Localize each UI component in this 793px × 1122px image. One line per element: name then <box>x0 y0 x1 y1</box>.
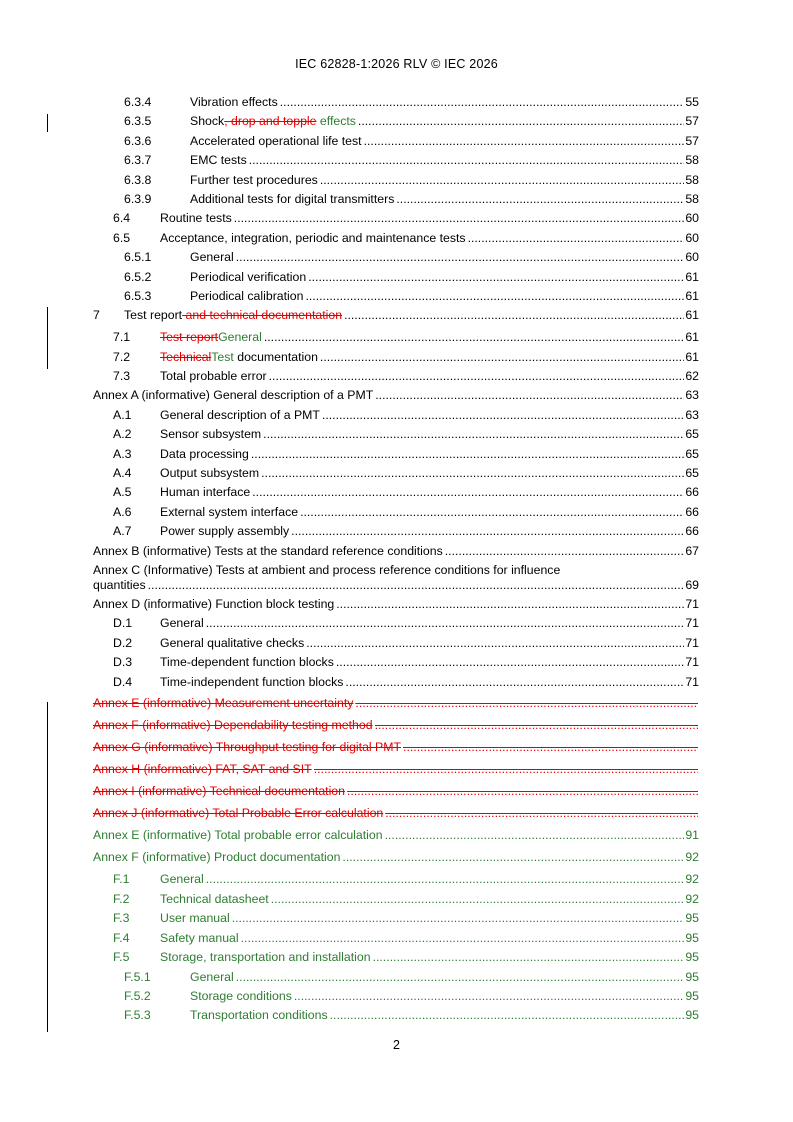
toc-entry[interactable] <box>93 653 699 672</box>
dot-leader <box>251 445 684 464</box>
toc-entry[interactable] <box>93 445 699 464</box>
toc-entry-number: 6.5.2 <box>124 269 152 284</box>
toc-page-number: 58 <box>685 172 699 187</box>
dot-leader <box>396 190 684 209</box>
toc-page-number: 66 <box>685 485 699 500</box>
toc-page-number: 71 <box>685 674 699 689</box>
toc-page-number: 57 <box>685 133 699 148</box>
toc-page-number: 66 <box>685 524 699 539</box>
toc-entry-title: Sensor subsystem <box>160 427 262 442</box>
toc-entry[interactable] <box>93 542 699 561</box>
dot-leader <box>241 929 685 948</box>
toc-entry-title: General <box>160 871 204 886</box>
toc-entry-title: User manual <box>160 911 230 926</box>
toc-page-number: 61 <box>685 288 699 303</box>
toc-page-number: 95 <box>685 930 699 945</box>
toc-page-number: 69 <box>685 577 699 592</box>
toc-entry[interactable] <box>93 112 699 131</box>
toc-entry[interactable] <box>93 909 699 928</box>
dot-leader <box>252 483 684 502</box>
toc-entry-title: Technical datasheet <box>160 891 269 906</box>
dot-leader <box>347 780 698 802</box>
toc-page-number: 63 <box>685 407 699 422</box>
toc-entry-title: Acceptance, integration, periodic and maintenance tests <box>160 230 466 245</box>
dot-leader <box>249 151 685 170</box>
toc-entry[interactable] <box>93 561 699 595</box>
dot-leader <box>280 93 685 112</box>
toc-page-number: 65 <box>685 446 699 461</box>
toc-entry-number: A.7 <box>113 524 132 539</box>
toc-page-number: 95 <box>685 969 699 984</box>
dot-leader <box>291 522 684 541</box>
dot-leader <box>445 542 685 561</box>
toc-entry-number: D.4 <box>113 674 133 689</box>
toc-entry-title: Additional tests for digital transmitters <box>190 191 395 206</box>
toc-entry-title: Annex E (informative) Measurement uncertainty <box>93 695 354 710</box>
toc-entry-title: Safety manual <box>160 930 239 945</box>
toc-entry-title: Annex B (informative) Tests at the standard reference conditions <box>93 543 443 558</box>
toc-entry-title: Annex H (informative) FAT, SAT and SIT <box>93 761 312 776</box>
toc-page-number: 71 <box>685 655 699 670</box>
toc-entry-title: Annex J (informative) Total Probable Error calculation <box>93 805 384 820</box>
toc-entry-number: 7.2 <box>113 349 131 364</box>
toc-entry-title: Annex I (informative) Technical documentation <box>93 783 345 798</box>
toc-entry-title: Test report <box>160 329 219 344</box>
toc-entry-title: Further test procedures <box>190 172 318 187</box>
dot-leader <box>271 890 685 909</box>
dot-leader <box>320 348 684 367</box>
toc-entry-number: 6.3.6 <box>124 133 152 148</box>
toc-page-number: 92 <box>685 891 699 906</box>
change-bar <box>47 307 48 369</box>
toc-entry[interactable] <box>93 522 699 541</box>
toc-entry[interactable] <box>93 948 699 967</box>
dot-leader <box>206 868 685 890</box>
toc-entry-title: General qualitative checks <box>160 635 305 650</box>
dot-leader <box>305 287 684 306</box>
toc-entry-number: 6.3.7 <box>124 153 152 168</box>
dot-leader <box>148 578 685 593</box>
dot-leader <box>306 634 684 653</box>
toc-page-number: 92 <box>685 871 699 886</box>
toc-page-number: 60 <box>685 230 699 245</box>
toc-page-number: 60 <box>685 250 699 265</box>
toc-entry[interactable] <box>93 1006 699 1025</box>
toc-entry-title: Annex G (informative) Throughput testing for digital PMT <box>93 739 402 754</box>
toc-entry-title: Total probable error <box>160 369 267 384</box>
toc-entry-number: 6.3.9 <box>124 191 152 206</box>
toc-entry-number: F.5.3 <box>124 1008 151 1023</box>
toc-entry-number: F.3 <box>113 911 130 926</box>
dot-leader <box>320 171 685 190</box>
toc-entry-title: Output subsystem <box>160 466 260 481</box>
toc-entry[interactable] <box>93 802 699 824</box>
toc-entry-title: Test <box>211 349 234 364</box>
toc-entry-number: F.2 <box>113 891 130 906</box>
toc-entry-title: Accelerated operational life test <box>190 133 362 148</box>
toc-page-number: 61 <box>685 308 699 323</box>
toc-entry-number: 6.5 <box>113 230 131 245</box>
toc-page-number: 71 <box>685 596 699 611</box>
dot-leader <box>234 209 685 228</box>
dot-leader <box>336 653 684 672</box>
toc-entry-number: A.4 <box>113 466 132 481</box>
toc-entry-title: EMC tests <box>190 153 247 168</box>
dot-leader <box>330 1006 685 1025</box>
toc-entry-title: Shock <box>190 114 225 129</box>
dot-leader <box>373 948 685 967</box>
dot-leader <box>403 736 698 758</box>
toc-entry-title: Time-dependent function blocks <box>160 655 334 670</box>
toc-page-number: 71 <box>685 635 699 650</box>
toc-page-number: 95 <box>685 911 699 926</box>
dot-leader <box>385 824 685 846</box>
toc-entry[interactable] <box>93 464 699 483</box>
toc-entry-number: D.3 <box>113 655 133 670</box>
toc-entry-number: 6.4 <box>113 211 131 226</box>
toc-entry-title: External system interface <box>160 504 299 519</box>
toc-entry-title: Human interface <box>160 485 251 500</box>
page-number: 2 <box>393 1038 400 1052</box>
dot-leader <box>314 758 698 780</box>
toc-entry-title: General <box>160 616 204 631</box>
toc-entry-title: effects <box>316 114 356 129</box>
toc-entry[interactable] <box>93 758 699 780</box>
toc-entry-title: Vibration effects <box>190 95 278 109</box>
dot-leader <box>364 132 685 151</box>
toc-page-number: 67 <box>685 543 699 558</box>
dot-leader <box>236 248 685 267</box>
dot-leader <box>261 464 684 483</box>
toc-entry-title: documentation <box>233 349 318 364</box>
toc-entry[interactable] <box>93 229 699 248</box>
toc-entry-title: Annex F (informative) Dependability testing method <box>93 717 373 732</box>
toc-entry-number: 7.1 <box>113 329 131 344</box>
toc-entry[interactable] <box>93 171 699 190</box>
toc-page-number: 60 <box>685 211 699 226</box>
toc-page-number: 61 <box>685 269 699 284</box>
dot-leader <box>236 968 685 987</box>
dot-leader <box>308 268 684 287</box>
toc-entry[interactable] <box>93 132 699 151</box>
toc-entry-title: Power supply assembly <box>160 524 290 539</box>
toc-entry[interactable] <box>93 248 699 267</box>
toc-entry[interactable] <box>93 367 699 386</box>
dot-leader <box>375 714 698 736</box>
toc-entry-number: F.1 <box>113 871 130 886</box>
dot-leader <box>344 306 684 325</box>
toc-entry[interactable] <box>93 348 699 367</box>
toc-page-number: 61 <box>685 329 699 344</box>
dot-leader <box>385 802 698 824</box>
toc-entry[interactable] <box>93 614 699 633</box>
toc-entry[interactable] <box>93 714 699 736</box>
toc-page-number: 62 <box>685 369 699 384</box>
toc-entry-title: General <box>190 969 234 984</box>
toc-entry-title: Annex C (Informative) Tests at ambient and process reference conditions for influence <box>93 562 561 577</box>
toc-entry-number: A.3 <box>113 446 132 461</box>
toc-entry-number: 6.3.4 <box>124 95 152 109</box>
dot-leader <box>232 909 685 928</box>
toc-entry-title: General <box>190 250 234 265</box>
toc-entry[interactable] <box>93 503 699 522</box>
dot-leader <box>294 987 684 1006</box>
toc-entry[interactable] <box>93 306 699 325</box>
toc-entry-title: , drop and topple <box>224 114 317 129</box>
toc-entry-number: A.2 <box>113 427 132 442</box>
toc-page-number: 55 <box>685 95 699 109</box>
toc-entry-title: and technical documentation <box>182 308 343 323</box>
toc-page-number: 92 <box>685 849 699 864</box>
toc-entry-title: Annex E (informative) Total probable error calculation <box>93 827 383 842</box>
toc-entry[interactable] <box>93 846 699 868</box>
toc-entry[interactable] <box>93 824 699 846</box>
toc-entry-title: Annex A (informative) General description of a PMT <box>93 388 374 403</box>
toc-entry[interactable] <box>93 93 699 112</box>
dot-leader <box>264 326 684 348</box>
dot-leader <box>336 595 684 614</box>
toc-entry-number: D.1 <box>113 616 133 631</box>
dot-leader <box>322 406 684 425</box>
toc-entry-title: Data processing <box>160 446 249 461</box>
toc-entry[interactable] <box>93 692 699 714</box>
toc-entry-title: Routine tests <box>160 211 232 226</box>
toc-page-number: 65 <box>685 427 699 442</box>
dot-leader <box>263 425 684 444</box>
dot-leader <box>468 229 685 248</box>
toc-entry-number: 7 <box>93 308 100 323</box>
toc-entry[interactable] <box>93 673 699 692</box>
toc-page-number: 95 <box>685 950 699 965</box>
toc-entry-number: F.4 <box>113 930 130 945</box>
toc-entry-title: Annex F (informative) Product documentation <box>93 849 341 864</box>
dot-leader <box>358 112 684 131</box>
toc-entry[interactable] <box>93 406 699 425</box>
toc-entry-number: A.1 <box>113 407 132 422</box>
toc-entry-title: General <box>218 329 262 344</box>
toc-page-number: 71 <box>685 616 699 631</box>
toc-entry-title: quantities <box>93 577 146 592</box>
toc-entry[interactable] <box>93 190 699 209</box>
toc-entry-number: 6.5.1 <box>124 250 152 265</box>
toc-entry-title: Storage conditions <box>190 988 292 1003</box>
toc-page-number: 63 <box>685 388 699 403</box>
toc-page-number: 65 <box>685 466 699 481</box>
toc-entry[interactable] <box>93 268 699 287</box>
toc-entry-number: F.5 <box>113 950 130 965</box>
toc-entry-number: 6.3.5 <box>124 114 152 129</box>
toc-entry[interactable] <box>93 987 699 1006</box>
change-bar <box>47 114 48 132</box>
toc-entry-number: 7.3 <box>113 369 131 384</box>
toc-entry-title: Technical <box>160 349 212 364</box>
toc-entry-number: A.6 <box>113 504 132 519</box>
toc-entry[interactable] <box>93 929 699 948</box>
toc-page-number: 91 <box>685 827 699 842</box>
toc-entry[interactable] <box>93 326 699 348</box>
table-of-contents <box>93 93 699 1026</box>
dot-leader <box>375 386 684 405</box>
toc-entry-title: Periodical calibration <box>190 288 304 303</box>
toc-entry[interactable] <box>93 209 699 228</box>
toc-entry-number: A.5 <box>113 485 132 500</box>
dot-leader <box>342 846 684 868</box>
toc-entry-number: F.5.2 <box>124 988 151 1003</box>
toc-entry-title: General description of a PMT <box>160 407 320 422</box>
dot-leader <box>269 367 685 386</box>
toc-entry-title: Time-independent function blocks <box>160 674 344 689</box>
document-header: IEC 62828-1:2026 RLV © IEC 2026 <box>295 57 498 71</box>
dot-leader <box>355 692 698 714</box>
toc-entry-number: D.2 <box>113 635 133 650</box>
toc-page-number: 58 <box>685 191 699 206</box>
toc-entry[interactable] <box>93 287 699 306</box>
toc-entry[interactable] <box>93 634 699 653</box>
toc-entry[interactable] <box>93 595 699 614</box>
toc-entry-title: Test report <box>124 308 183 323</box>
toc-entry-title: Transportation conditions <box>190 1008 328 1023</box>
dot-leader <box>300 503 684 522</box>
toc-entry-number: 6.5.3 <box>124 288 152 303</box>
toc-entry[interactable] <box>93 780 699 802</box>
toc-page-number: 66 <box>685 504 699 519</box>
toc-entry[interactable] <box>93 968 699 987</box>
toc-page-number: 95 <box>685 988 699 1003</box>
toc-entry-number: 6.3.8 <box>124 172 152 187</box>
change-bar <box>47 702 48 1032</box>
toc-page-number: 57 <box>685 114 699 129</box>
toc-entry[interactable] <box>93 868 699 890</box>
toc-page-number: 95 <box>685 1008 699 1023</box>
toc-page-number: 61 <box>685 349 699 364</box>
toc-entry[interactable] <box>93 151 699 170</box>
toc-entry[interactable] <box>93 386 699 405</box>
toc-entry[interactable] <box>93 736 699 758</box>
toc-entry-title: Periodical verification <box>190 269 307 284</box>
toc-entry-number: F.5.1 <box>124 969 151 984</box>
toc-entry[interactable] <box>93 425 699 444</box>
toc-entry[interactable] <box>93 483 699 502</box>
dot-leader <box>206 614 685 633</box>
dot-leader <box>345 673 684 692</box>
toc-entry-title: Storage, transportation and installation <box>160 950 371 965</box>
toc-entry[interactable] <box>93 890 699 909</box>
toc-page-number: 58 <box>685 153 699 168</box>
toc-entry-title: Annex D (informative) Function block testing <box>93 596 335 611</box>
